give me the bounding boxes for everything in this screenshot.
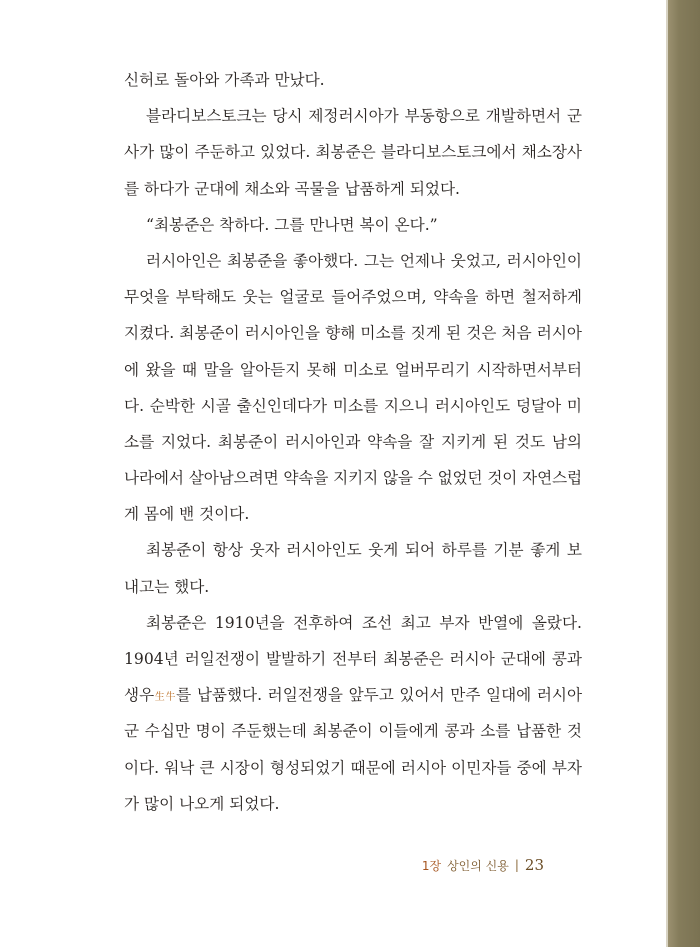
text-line: [124, 243, 582, 279]
text-line: [124, 713, 582, 749]
hanja-annotation: 生牛: [154, 692, 177, 704]
text-line-content: 최봉준은 1910년을 전후하여 조선 최고 부자 반열에 올랐다.: [146, 613, 582, 632]
footer-separator: |: [514, 858, 519, 872]
text-line: [124, 569, 582, 605]
text-line: [124, 352, 582, 388]
body-text: [124, 62, 582, 822]
text-line-content: 무엇을 부탁해도 웃는 얼굴로 들어주었으며, 약속을 하면 철저하게: [124, 288, 582, 307]
text-line: [124, 171, 582, 207]
text-line: [124, 424, 582, 460]
text-line: [124, 98, 582, 134]
page-number: 23: [524, 856, 544, 874]
page-footer: [422, 855, 544, 875]
text-line: [124, 532, 582, 568]
text-line-prefix: 생우: [124, 686, 155, 705]
text-line: [124, 496, 582, 532]
text-line: [124, 460, 582, 496]
text-line: [124, 207, 582, 243]
text-line: [124, 134, 582, 170]
text-line: [124, 62, 582, 98]
text-line-content: 군 수십만 명이 주둔했는데 최봉준이 이들에게 콩과 소를 납품한 것: [124, 722, 582, 741]
text-line-content: 를 납품했다. 러일전쟁을 앞두고 있어서 만주 일대에 러시아: [176, 686, 583, 705]
text-line-content: 러시아인은 최봉준을 좋아했다. 그는 언제나 웃었고, 러시아인이: [146, 251, 582, 270]
book-spine: [668, 0, 700, 947]
text-line-content: 게 몸에 밴 것이다.: [124, 505, 250, 524]
text-line-content: 신허로 돌아와 가족과 만났다.: [124, 71, 325, 89]
text-line-content: 다. 순박한 시골 출신인데다가 미소를 지으니 러시아인도 덩달아 미: [124, 396, 582, 415]
text-line: [124, 786, 582, 822]
text-line: [124, 750, 582, 786]
text-line-content: 내고는 했다.: [124, 577, 210, 596]
text-line-content: 가 많이 나오게 되었다.: [124, 794, 280, 813]
text-line: [124, 315, 582, 351]
text-line-content: “최봉준은 착하다. 그를 만나면 복이 온다.”: [146, 215, 438, 234]
text-line-content: 최봉준이 항상 웃자 러시아인도 웃게 되어 하루를 기분 좋게 보: [146, 541, 582, 560]
text-line-content: 를 하다가 군대에 채소와 곡물을 납품하게 되었다.: [124, 179, 460, 198]
text-line: [124, 605, 582, 641]
text-line-content: 에 왔을 때 말을 알아듣지 못해 미소로 얼버무리기 시작하면서부터: [124, 360, 582, 379]
text-line: [124, 677, 582, 713]
text-line-content: 1904년 러일전쟁이 발발하기 전부터 최봉준은 러시아 군대에 콩과: [124, 650, 582, 668]
text-line-content: 사가 많이 주둔하고 있었다. 최봉준은 블라디보스토크에서 채소장사: [124, 143, 582, 162]
text-line: [124, 641, 582, 677]
text-line: [124, 279, 582, 315]
text-line-content: 이다. 워낙 큰 시장이 형성되었기 때문에 러시아 이민자들 중에 부자: [124, 758, 582, 777]
text-line-content: 소를 지었다. 최봉준이 러시아인과 약속을 잘 지키게 된 것도 남의: [124, 432, 582, 451]
text-line-content: 블라디보스토크는 당시 제정러시아가 부동항으로 개발하면서 군: [146, 107, 582, 126]
text-line-content: 나라에서 살아남으려면 약속을 지키지 않을 수 없었던 것이 자연스럽: [124, 469, 583, 488]
chapter-number: 1장: [421, 858, 442, 873]
chapter-title: 상인의 신용: [447, 858, 509, 873]
text-line-content: 지켰다. 최봉준이 러시아인을 향해 미소를 짓게 된 것은 처음 러시아: [124, 324, 582, 343]
text-line: [124, 388, 582, 424]
